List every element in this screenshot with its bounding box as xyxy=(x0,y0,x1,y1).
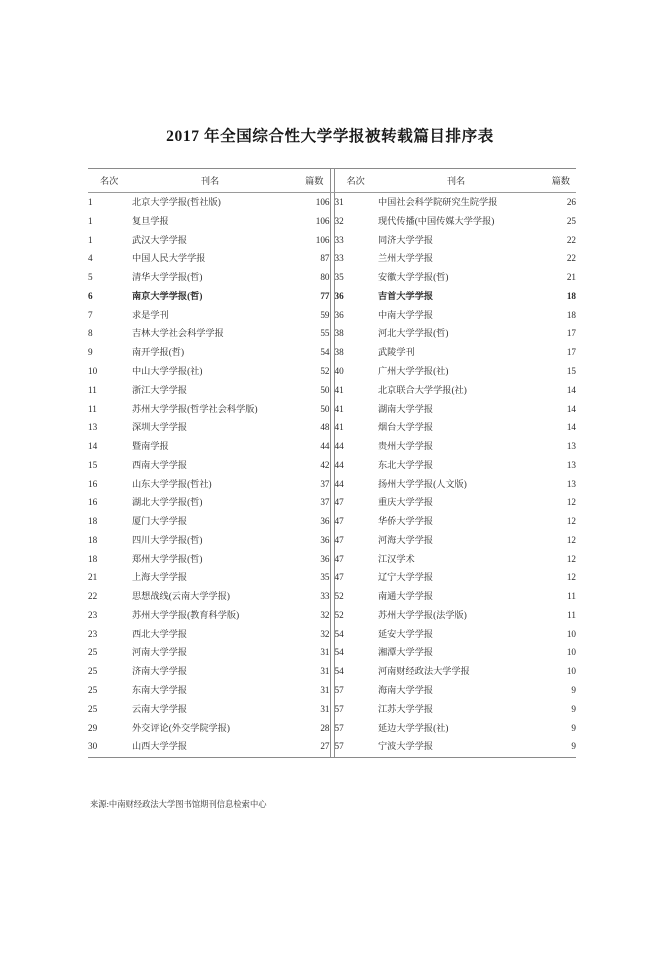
cell-name-right: 扬州大学学报(人文版) xyxy=(378,478,467,489)
cell-rank-left: 21 xyxy=(88,572,98,583)
cell-rank-left: 4 xyxy=(88,253,93,264)
cell-rank-left: 6 xyxy=(88,290,93,301)
cell-rank-left: 7 xyxy=(88,309,93,320)
cell-rank-right: 44 xyxy=(334,478,344,489)
cell-count-right: 12 xyxy=(566,572,576,583)
cell-count-right: 12 xyxy=(566,516,576,527)
table-row xyxy=(88,550,576,569)
cell-rank-left: 14 xyxy=(88,441,98,452)
cell-count-left: 37 xyxy=(320,497,330,508)
cell-name-right: 吉首大学学报 xyxy=(378,290,434,301)
cell-count-right: 17 xyxy=(566,347,576,358)
cell-count-left: 87 xyxy=(320,253,330,264)
cell-count-right: 9 xyxy=(571,722,576,733)
cell-count-right: 9 xyxy=(534,737,576,757)
cell-count-left: 42 xyxy=(320,459,330,470)
cell-rank-right: 38 xyxy=(334,328,344,339)
source-note: 来源:中南财经政法大学图书馆期刊信息检索中心 xyxy=(90,800,267,809)
cell-rank-right: 41 xyxy=(334,384,344,395)
cell-name-left: 云南大学学报 xyxy=(132,703,188,714)
cell-name-right: 武陵学刊 xyxy=(378,347,415,358)
cell-count-left: 31 xyxy=(320,647,330,658)
cell-rank-right: 32 xyxy=(334,215,344,226)
cell-rank-right: 36 xyxy=(334,290,344,301)
cell-rank-right: 33 xyxy=(334,253,344,264)
cell-name-left: 西北大学学报 xyxy=(132,628,188,639)
cell-count-left: 50 xyxy=(320,403,330,414)
cell-count-right: 10 xyxy=(566,628,576,639)
cell-rank-right: 41 xyxy=(334,422,344,433)
cell-name-left: 西南大学学报 xyxy=(132,459,188,470)
cell-name-right: 现代传播(中国传媒大学学报) xyxy=(378,215,495,226)
cell-rank-left: 29 xyxy=(88,722,98,733)
cell-rank-right: 47 xyxy=(334,497,344,508)
column-header-rank-left: 名次 xyxy=(88,169,132,193)
table-header-row xyxy=(88,169,576,193)
cell-name-left: 上海大学学报 xyxy=(132,572,188,583)
page-title: 2017 年全国综合性大学学报被转载篇目排序表 xyxy=(166,128,494,145)
cell-count-left: 36 xyxy=(320,534,330,545)
cell-rank-left: 22 xyxy=(88,591,98,602)
cell-count-right: 13 xyxy=(566,441,576,452)
cell-count-left: 77 xyxy=(320,290,330,301)
cell-rank-left: 11 xyxy=(88,384,97,395)
table-header xyxy=(88,169,576,193)
table-row xyxy=(88,587,576,606)
cell-count-right: 12 xyxy=(566,553,576,564)
cell-count-right: 9 xyxy=(571,685,576,695)
cell-count-right: 11 xyxy=(567,609,576,620)
cell-name-left: 清华大学学报(哲) xyxy=(132,272,203,283)
cell-count-left: 106 xyxy=(315,197,330,208)
cell-rank-left: 25 xyxy=(88,647,98,658)
table-row xyxy=(88,512,576,531)
cell-rank-right: 47 xyxy=(334,534,344,545)
table-row xyxy=(88,456,576,475)
cell-count-right: 18 xyxy=(566,290,576,301)
cell-count-right: 21 xyxy=(566,272,576,283)
cell-count-right: 22 xyxy=(566,234,576,245)
cell-name-right: 河海大学学报 xyxy=(378,534,434,545)
table-row xyxy=(88,681,576,700)
table-row xyxy=(88,474,576,493)
cell-count-right: 10 xyxy=(566,666,576,677)
cell-name-left: 河南大学学报 xyxy=(132,647,188,658)
cell-name-right: 同济大学学报 xyxy=(378,234,434,245)
cell-rank-right: 52 xyxy=(334,609,344,620)
cell-count-left: 32 xyxy=(320,609,330,620)
cell-rank-right: 54 xyxy=(334,628,344,639)
cell-count-right: 9 xyxy=(571,703,576,714)
table-row xyxy=(88,531,576,550)
cell-count-left: 44 xyxy=(320,441,330,452)
cell-rank-left: 1 xyxy=(88,215,93,226)
cell-count-left: 28 xyxy=(320,722,330,733)
cell-rank-right: 44 xyxy=(334,459,344,470)
cell-name-left: 浙江大学学报 xyxy=(132,384,188,395)
column-header-name-right: 刊名 xyxy=(378,169,534,193)
cell-count-left: 36 xyxy=(320,553,330,564)
table-row xyxy=(88,362,576,381)
cell-name-right: 安徽大学学报(哲) xyxy=(378,272,449,283)
ranking-table-container xyxy=(88,168,576,758)
cell-count-right: 13 xyxy=(566,478,576,489)
cell-rank-left: 25 xyxy=(88,666,98,677)
cell-name-left: 东南大学学报 xyxy=(132,685,188,695)
cell-rank-left: 1 xyxy=(88,197,93,208)
cell-name-left: 北京大学学报(哲社版) xyxy=(132,197,221,208)
column-header-name-left: 刊名 xyxy=(132,169,288,193)
cell-name-right: 海南大学学报 xyxy=(378,685,434,695)
cell-rank-right: 40 xyxy=(334,365,344,376)
cell-count-left: 59 xyxy=(320,309,330,320)
cell-name-right: 江苏大学学报 xyxy=(378,703,434,714)
table-body xyxy=(88,193,576,758)
cell-name-right: 重庆大学学报 xyxy=(378,497,434,508)
cell-rank-left: 18 xyxy=(88,534,98,545)
cell-name-right: 江汉学术 xyxy=(378,553,415,564)
column-header-count-left: 篇数 xyxy=(288,169,330,193)
table-row xyxy=(88,212,576,231)
cell-count-left: 27 xyxy=(288,737,330,757)
cell-count-left: 36 xyxy=(320,516,330,527)
cell-name-right: 中南大学学报 xyxy=(378,309,434,320)
cell-name-left: 南开学报(哲) xyxy=(132,347,185,358)
cell-rank-left: 25 xyxy=(88,685,98,695)
table-row xyxy=(88,493,576,512)
cell-count-left: 33 xyxy=(320,591,330,602)
cell-count-right: 14 xyxy=(566,422,576,433)
cell-rank-right: 31 xyxy=(334,197,344,208)
cell-count-right: 10 xyxy=(566,647,576,658)
cell-name-left: 求是学刊 xyxy=(132,309,169,320)
cell-count-right: 15 xyxy=(566,365,576,376)
cell-count-right: 11 xyxy=(567,591,576,602)
table-row xyxy=(88,662,576,681)
table-row xyxy=(88,399,576,418)
cell-rank-left: 23 xyxy=(88,609,98,620)
cell-name-right: 河南财经政法大学学报 xyxy=(378,666,470,677)
cell-name-right: 湘潭大学学报 xyxy=(378,647,434,658)
cell-count-right: 13 xyxy=(566,459,576,470)
cell-name-right: 烟台大学学报 xyxy=(378,422,434,433)
cell-name-right: 延安大学学报 xyxy=(378,628,434,639)
cell-rank-right: 41 xyxy=(334,403,344,414)
table-row xyxy=(88,268,576,287)
cell-name-right: 广州大学学报(社) xyxy=(378,365,449,376)
table-row xyxy=(88,625,576,644)
cell-rank-left: 9 xyxy=(88,347,93,358)
cell-rank-left: 15 xyxy=(88,459,98,470)
cell-name-left: 南京大学学报(哲) xyxy=(132,290,203,301)
table-row xyxy=(88,568,576,587)
cell-name-left: 湖北大学学报(哲) xyxy=(132,497,203,508)
cell-name-right: 贵州大学学报 xyxy=(378,441,434,452)
cell-name-right: 苏州大学学报(法学版) xyxy=(378,609,467,620)
cell-count-left: 106 xyxy=(315,215,330,226)
cell-name-right: 宁波大学学报 xyxy=(378,737,534,757)
table-row xyxy=(88,606,576,625)
cell-rank-left: 18 xyxy=(88,516,98,527)
cell-count-left: 54 xyxy=(320,347,330,358)
cell-rank-left: 10 xyxy=(88,365,98,376)
cell-rank-right: 57 xyxy=(334,737,378,757)
cell-count-left: 31 xyxy=(320,703,330,714)
cell-count-right: 14 xyxy=(566,403,576,414)
cell-rank-right: 38 xyxy=(334,347,344,358)
cell-rank-left: 8 xyxy=(88,328,93,339)
cell-count-right: 18 xyxy=(566,309,576,320)
cell-count-left: 37 xyxy=(320,478,330,489)
cell-rank-left: 16 xyxy=(88,478,98,489)
cell-name-left: 深圳大学学报 xyxy=(132,422,188,433)
cell-name-left: 外交评论(外交学院学报) xyxy=(132,722,230,733)
cell-rank-right: 35 xyxy=(334,272,344,283)
cell-rank-right: 36 xyxy=(334,309,344,320)
table-row xyxy=(88,700,576,719)
cell-count-left: 106 xyxy=(315,234,330,245)
cell-name-left: 苏州大学学报(教育科学版) xyxy=(132,609,240,620)
cell-name-right: 河北大学学报(哲) xyxy=(378,328,449,339)
cell-count-right: 12 xyxy=(566,534,576,545)
cell-count-right: 25 xyxy=(566,215,576,226)
cell-name-left: 暨南学报 xyxy=(132,441,169,452)
cell-count-right: 17 xyxy=(566,328,576,339)
cell-name-left: 四川大学学报(哲) xyxy=(132,534,203,545)
cell-name-left: 厦门大学学报 xyxy=(132,516,188,527)
cell-rank-left: 11 xyxy=(88,403,97,414)
cell-rank-right: 44 xyxy=(334,441,344,452)
table-row xyxy=(88,306,576,325)
cell-rank-right: 54 xyxy=(334,666,344,677)
table-row xyxy=(88,381,576,400)
column-header-count-right: 篇数 xyxy=(534,169,576,193)
cell-count-left: 31 xyxy=(320,666,330,677)
cell-name-left: 思想战线(云南大学学报) xyxy=(132,591,230,602)
column-header-rank-right: 名次 xyxy=(334,169,378,193)
table-row xyxy=(88,324,576,343)
cell-count-right: 26 xyxy=(566,197,576,208)
table-row xyxy=(88,249,576,268)
table-row xyxy=(88,718,576,737)
cell-rank-right: 57 xyxy=(334,722,344,733)
cell-name-left: 复旦学报 xyxy=(132,215,169,226)
cell-name-left: 济南大学学报 xyxy=(132,666,188,677)
table-row xyxy=(88,343,576,362)
table-row xyxy=(88,643,576,662)
cell-name-left: 中山大学学报(社) xyxy=(132,365,203,376)
cell-name-right: 华侨大学学报 xyxy=(378,516,434,527)
cell-rank-right: 57 xyxy=(334,685,344,695)
cell-name-right: 中国社会科学院研究生院学报 xyxy=(378,197,498,208)
cell-count-left: 50 xyxy=(320,384,330,395)
cell-name-right: 湖南大学学报 xyxy=(378,403,434,414)
cell-name-left: 苏州大学学报(哲学社会科学版) xyxy=(132,403,258,414)
cell-count-left: 31 xyxy=(320,685,330,695)
cell-name-right: 北京联合大学学报(社) xyxy=(378,384,467,395)
cell-name-right: 辽宁大学学报 xyxy=(378,572,434,583)
cell-count-right: 12 xyxy=(566,497,576,508)
cell-count-right: 14 xyxy=(566,384,576,395)
cell-rank-right: 33 xyxy=(334,234,344,245)
cell-rank-left: 13 xyxy=(88,422,98,433)
table-row xyxy=(88,193,576,212)
cell-count-left: 52 xyxy=(320,365,330,376)
cell-name-left: 中国人民大学学报 xyxy=(132,253,206,264)
cell-name-left: 山东大学学报(哲社) xyxy=(132,478,212,489)
cell-rank-left: 5 xyxy=(88,272,93,283)
ranking-table xyxy=(88,168,576,758)
table-row xyxy=(88,737,576,757)
cell-name-right: 延边大学学报(社) xyxy=(378,722,449,733)
cell-name-right: 兰州大学学报 xyxy=(378,253,434,264)
cell-rank-right: 52 xyxy=(334,591,344,602)
cell-rank-right: 57 xyxy=(334,703,344,714)
cell-rank-right: 47 xyxy=(334,553,344,564)
cell-count-left: 55 xyxy=(320,328,330,339)
cell-rank-right: 54 xyxy=(334,647,344,658)
cell-count-left: 35 xyxy=(320,572,330,583)
cell-name-left: 吉林大学社会科学学报 xyxy=(132,328,224,339)
cell-name-left: 山西大学学报 xyxy=(132,737,288,757)
table-row xyxy=(88,231,576,250)
cell-rank-left: 30 xyxy=(88,737,132,757)
cell-rank-left: 18 xyxy=(88,553,98,564)
table-row xyxy=(88,418,576,437)
cell-rank-left: 25 xyxy=(88,703,98,714)
cell-name-left: 郑州大学学报(哲) xyxy=(132,553,203,564)
cell-rank-left: 1 xyxy=(88,234,93,245)
cell-rank-right: 47 xyxy=(334,516,344,527)
cell-rank-left: 23 xyxy=(88,628,98,639)
cell-count-left: 48 xyxy=(320,422,330,433)
cell-count-left: 32 xyxy=(320,628,330,639)
cell-count-left: 80 xyxy=(320,272,330,283)
cell-name-left: 武汉大学学报 xyxy=(132,234,188,245)
cell-name-right: 南通大学学报 xyxy=(378,591,434,602)
cell-count-right: 22 xyxy=(566,253,576,264)
table-row xyxy=(88,287,576,306)
table-row xyxy=(88,437,576,456)
cell-name-right: 东北大学学报 xyxy=(378,459,434,470)
cell-rank-right: 47 xyxy=(334,572,344,583)
cell-rank-left: 16 xyxy=(88,497,98,508)
